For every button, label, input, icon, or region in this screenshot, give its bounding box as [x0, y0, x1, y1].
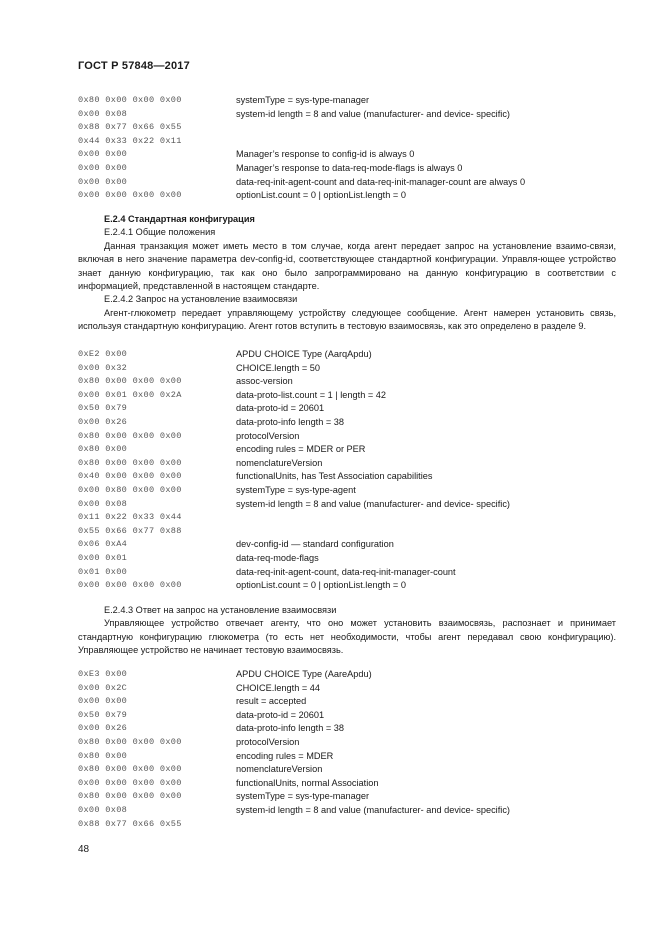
- field-description: Manager’s response to config-id is always 0: [236, 149, 415, 160]
- page-number: 48: [78, 844, 90, 855]
- paragraph: Управляющее устройство отвечает агенту, что оно может установить взаимосвязь, распознает и принимает стандартную конфигурацию глюкометра (то есть нет необходимости, чтобы агент передавал свою конфигурацию). Управляющее устройство не начинает тестовую взаимосвязь.: [78, 618, 616, 656]
- field-description: data-req-mode-flags: [236, 552, 319, 563]
- hex-bytes: 0x44 0x33 0x22 0x11: [78, 135, 182, 146]
- hex-bytes: 0x80 0x00 0x00 0x00: [78, 376, 182, 387]
- field-description: system-id length = 8 and value (manufacturer- and device- specific): [236, 498, 510, 509]
- hex-bytes: 0x50 0x79: [78, 403, 128, 414]
- field-description: nomenclatureVersion: [236, 457, 323, 468]
- hex-bytes: 0x00 0x26: [78, 416, 128, 427]
- hex-bytes: 0x00 0x08: [78, 498, 128, 509]
- hex-bytes: 0x80 0x00 0x00 0x00: [78, 764, 182, 775]
- field-description: protocolVersion: [236, 736, 300, 747]
- field-description: functionalUnits, normal Association: [236, 777, 379, 788]
- hex-bytes: 0x00 0x00: [78, 162, 128, 173]
- hex-bytes: 0x80 0x00: [78, 444, 128, 455]
- hex-bytes: 0x80 0x00: [78, 750, 128, 761]
- field-description: systemType = sys-type-agent: [236, 484, 356, 495]
- hex-bytes: 0x80 0x00 0x00 0x00: [78, 457, 182, 468]
- field-description: CHOICE.length = 44: [236, 682, 321, 693]
- field-description: data-proto-id = 20601: [236, 403, 325, 414]
- hex-bytes: 0x00 0x08: [78, 108, 128, 119]
- hex-bytes: 0x88 0x77 0x66 0x55: [78, 818, 182, 829]
- field-description: dev-config-id — standard configuration: [236, 539, 394, 550]
- field-description: APDU CHOICE Type (AareApdu): [236, 669, 372, 679]
- hex-bytes: 0x80 0x00 0x00 0x00: [78, 791, 182, 802]
- paragraph: Данная транзакция может иметь место в том случае, когда агент передает запрос на установление взаимо-связи, включая в него значение параметра dev-config-id, соответствующее стандартной конфигурации. Управля-ющее устройство знает данную конфигурацию, так как оно было запрограммировано на данную конфигурацию в соответствии с информацией, представленной в настоящем стандарте.: [78, 240, 616, 292]
- subsection-heading: Е.2.4.1 Общие положения: [104, 227, 216, 238]
- hex-bytes: 0xE3 0x00: [78, 669, 128, 679]
- field-description: data-proto-info length = 38: [236, 723, 345, 734]
- field-description: data-proto-id = 20601: [236, 709, 325, 720]
- field-description: data-req-init-agent-count, data-req-init-manager-count: [236, 566, 456, 577]
- hex-bytes: 0x06 0xA4: [78, 539, 128, 550]
- subsection-heading: Е.2.4.3 Ответ на запрос на установление взаимосвязи: [104, 605, 337, 615]
- field-description: encoding rules = MDER: [236, 750, 334, 761]
- field-description: Manager’s response to data-req-mode-flags is always 0: [236, 162, 463, 173]
- section-heading: Е.2.4 Стандартная конфигурация: [104, 214, 255, 224]
- hex-bytes: 0x11 0x22 0x33 0x44: [78, 512, 182, 523]
- hex-bytes: 0x00 0x01 0x00 0x2A: [78, 389, 182, 400]
- hex-bytes: 0x00 0x00: [78, 149, 128, 160]
- field-description: functionalUnits, has Test Association capabilities: [236, 471, 433, 482]
- hex-bytes: 0xE2 0x00: [78, 349, 128, 359]
- hex-bytes: 0x00 0x32: [78, 362, 128, 373]
- hex-bytes: 0x00 0x01: [78, 552, 128, 563]
- field-description: result = accepted: [236, 696, 307, 707]
- paragraph: Агент-глюкометр передает управляющему устройству следующее сообщение. Агент намерен установить связь, используя стандартную конфигурацию. Агент готов вступить в тестовую взаимосвязь, как это определено в разделе 9.: [78, 307, 616, 332]
- field-description: assoc-version: [236, 376, 293, 387]
- hex-bytes: 0x40 0x00 0x00 0x00: [78, 471, 182, 482]
- hex-bytes: 0x00 0x00 0x00 0x00: [78, 777, 182, 788]
- hex-bytes: 0x80 0x00 0x00 0x00: [78, 430, 182, 441]
- field-description: system-id length = 8 and value (manufacturer- and device- specific): [236, 108, 510, 119]
- hex-bytes: 0x00 0x08: [78, 804, 128, 815]
- field-description: encoding rules = MDER or PER: [236, 444, 366, 455]
- field-description: system-id length = 8 and value (manufacturer- and device- specific): [236, 804, 510, 815]
- field-description: optionList.count = 0 | optionList.length = 0: [236, 580, 406, 591]
- section-e243: [78, 604, 616, 658]
- subsection-heading: Е.2.4.2 Запрос на установление взаимосвязи: [104, 294, 298, 305]
- field-description: systemType = sys-type-manager: [236, 95, 370, 105]
- hex-bytes: 0x00 0x00 0x00 0x00: [78, 190, 182, 201]
- hex-bytes: 0x00 0x26: [78, 723, 128, 734]
- hex-bytes: 0x00 0x80 0x00 0x00: [78, 484, 182, 495]
- document-header: ГОСТ Р 57848—2017: [78, 60, 190, 72]
- field-description: data-proto-list.count = 1 | length = 42: [236, 389, 386, 400]
- hex-bytes: 0x00 0x00 0x00 0x00: [78, 580, 182, 591]
- hex-bytes: 0x50 0x79: [78, 709, 128, 720]
- field-description: data-proto-info length = 38: [236, 416, 345, 427]
- hex-bytes: 0x00 0x2C: [78, 682, 128, 693]
- hex-bytes: 0x55 0x66 0x77 0x88: [78, 525, 182, 536]
- field-description: systemType = sys-type-manager: [236, 791, 370, 802]
- field-description: data-req-init-agent-count and data-req-init-manager-count are always 0: [236, 176, 526, 187]
- hex-bytes: 0x00 0x00: [78, 696, 128, 707]
- hex-bytes: 0x00 0x00: [78, 176, 128, 187]
- hex-bytes: 0x80 0x00 0x00 0x00: [78, 736, 182, 747]
- field-description: nomenclatureVersion: [236, 764, 323, 775]
- hex-bytes: 0x01 0x00: [78, 566, 128, 577]
- field-description: optionList.count = 0 | optionList.length = 0: [236, 190, 406, 201]
- hex-bytes: 0x80 0x00 0x00 0x00: [78, 95, 182, 105]
- section-e24: [78, 213, 616, 334]
- field-description: CHOICE.length = 50: [236, 362, 321, 373]
- hex-bytes: 0x88 0x77 0x66 0x55: [78, 122, 182, 133]
- field-description: protocolVersion: [236, 430, 300, 441]
- field-description: APDU CHOICE Type (AarqApdu): [236, 349, 372, 359]
